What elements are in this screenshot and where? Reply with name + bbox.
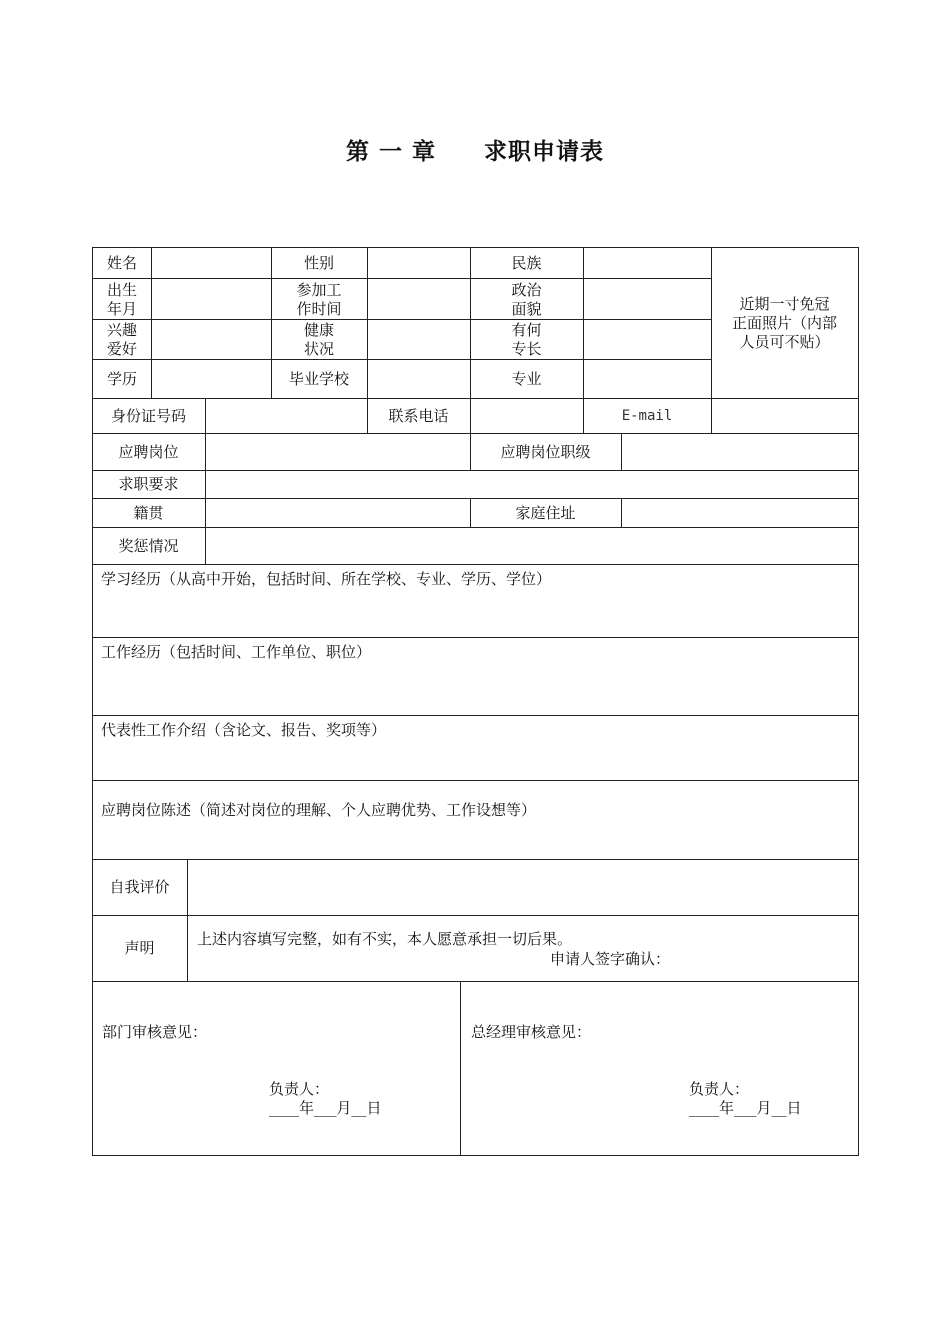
- study-history-section[interactable]: [92, 565, 858, 637]
- position-statement-section[interactable]: [92, 781, 858, 859]
- school-field[interactable]: [368, 360, 470, 398]
- job-request-label: 求职要求: [118, 475, 179, 493]
- health-label-line-2: 状况: [303, 340, 334, 358]
- work-start-label-line-2: 作时间: [296, 299, 342, 318]
- political-label: [470, 279, 583, 320]
- position-level-field[interactable]: [622, 434, 858, 470]
- work-start-label-line-1: 参加工: [296, 280, 342, 299]
- email-field[interactable]: [712, 399, 858, 433]
- hobby-field[interactable]: [152, 320, 271, 360]
- job-request-field[interactable]: [206, 471, 858, 498]
- political-label-line-2: 面貌: [511, 299, 542, 318]
- gm-review-field[interactable]: [461, 1045, 858, 1075]
- education-field[interactable]: [152, 360, 271, 398]
- birth-field[interactable]: [152, 279, 271, 320]
- chapter-label: 第 一 章: [345, 139, 436, 165]
- political-field[interactable]: [584, 279, 711, 320]
- work-history-section[interactable]: [92, 638, 858, 715]
- declaration-label: 声明: [124, 939, 155, 957]
- position-label: 应聘岗位: [118, 442, 179, 461]
- gender-field[interactable]: [368, 248, 470, 279]
- specialty-field[interactable]: [584, 320, 711, 360]
- work-start-label: [271, 279, 367, 320]
- study-history-label: 学习经历（从高中开始，包括时间、所在学校、专业、学历、学位）: [101, 570, 552, 588]
- specialty-label-line-1: 有何: [511, 321, 542, 339]
- applicant-signature-label: 申请人签字确认：: [550, 950, 671, 968]
- specialty-label: [470, 320, 583, 360]
- specialty-label-line-2: 专长: [511, 340, 542, 358]
- dept-responsible-label: 负责人：: [269, 1080, 330, 1098]
- awards-field[interactable]: [206, 528, 858, 564]
- name-field[interactable]: [152, 248, 271, 279]
- awards-label: 奖惩情况: [118, 536, 179, 555]
- birth-label: [92, 279, 152, 320]
- declaration-text: 上述内容填写完整，如有不实，本人愿意承担一切后果。: [197, 930, 573, 948]
- dept-review-field[interactable]: [93, 1045, 460, 1075]
- major-label: 专业: [511, 369, 542, 388]
- ethnicity-field[interactable]: [584, 248, 711, 279]
- ethnicity-label: 民族: [511, 254, 542, 272]
- political-label-line-1: 政治: [511, 280, 542, 299]
- gm-review-label: 总经理审核意见：: [471, 1023, 592, 1041]
- work-start-field[interactable]: [368, 279, 470, 320]
- native-place-label: 籍贯: [133, 503, 164, 522]
- photo-area[interactable]: [711, 248, 858, 398]
- form-title: 求职申请表: [484, 139, 604, 165]
- birth-label-line-2: 年月: [106, 299, 137, 318]
- education-label: 学历: [106, 369, 137, 388]
- self-evaluation-field[interactable]: [188, 860, 858, 915]
- home-address-label: 家庭住址: [515, 503, 576, 522]
- photo-note-line-1: 近期一寸免冠: [739, 294, 830, 313]
- phone-field[interactable]: [471, 399, 583, 433]
- name-label: 姓名: [106, 254, 137, 272]
- school-label: 毕业学校: [288, 369, 349, 388]
- major-field[interactable]: [584, 360, 711, 398]
- native-place-field[interactable]: [206, 499, 470, 527]
- gm-review-date[interactable]: ____年___月__日: [689, 1099, 802, 1117]
- id-number-field[interactable]: [206, 399, 367, 433]
- work-history-label: 工作经历（包括时间、工作单位、职位）: [101, 643, 372, 661]
- gender-label: 性别: [303, 254, 334, 272]
- home-address-field[interactable]: [622, 499, 858, 527]
- photo-note-line-2: 正面照片（内部: [731, 313, 837, 332]
- position-field[interactable]: [206, 434, 470, 470]
- self-evaluation-label: 自我评价: [109, 878, 170, 896]
- representative-work-section[interactable]: [92, 716, 858, 780]
- applicant-signature-field[interactable]: [680, 950, 850, 970]
- health-label: [271, 320, 367, 360]
- representative-work-label: 代表性工作介绍（含论文、报告、奖项等）: [101, 721, 387, 739]
- birth-label-line-1: 出生: [106, 280, 137, 299]
- id-number-label: 身份证号码: [110, 406, 186, 425]
- position-level-label: 应聘岗位职级: [500, 442, 591, 461]
- hobby-label-line-2: 爱好: [106, 340, 137, 358]
- position-statement-label: 应聘岗位陈述（简述对岗位的理解、个人应聘优势、工作设想等）: [101, 801, 537, 819]
- photo-note-line-3: 人员可不贴）: [739, 332, 830, 351]
- email-label: E-mail: [621, 407, 673, 424]
- hobby-label-line-1: 兴趣: [106, 321, 137, 339]
- dept-review-date[interactable]: ____年___月__日: [269, 1099, 382, 1117]
- phone-label: 联系电话: [388, 406, 449, 425]
- health-label-line-1: 健康: [303, 321, 334, 339]
- dept-review-label: 部门审核意见：: [102, 1023, 208, 1041]
- hobby-label: [92, 320, 152, 360]
- health-field[interactable]: [368, 320, 470, 360]
- gm-responsible-label: 负责人：: [689, 1080, 750, 1098]
